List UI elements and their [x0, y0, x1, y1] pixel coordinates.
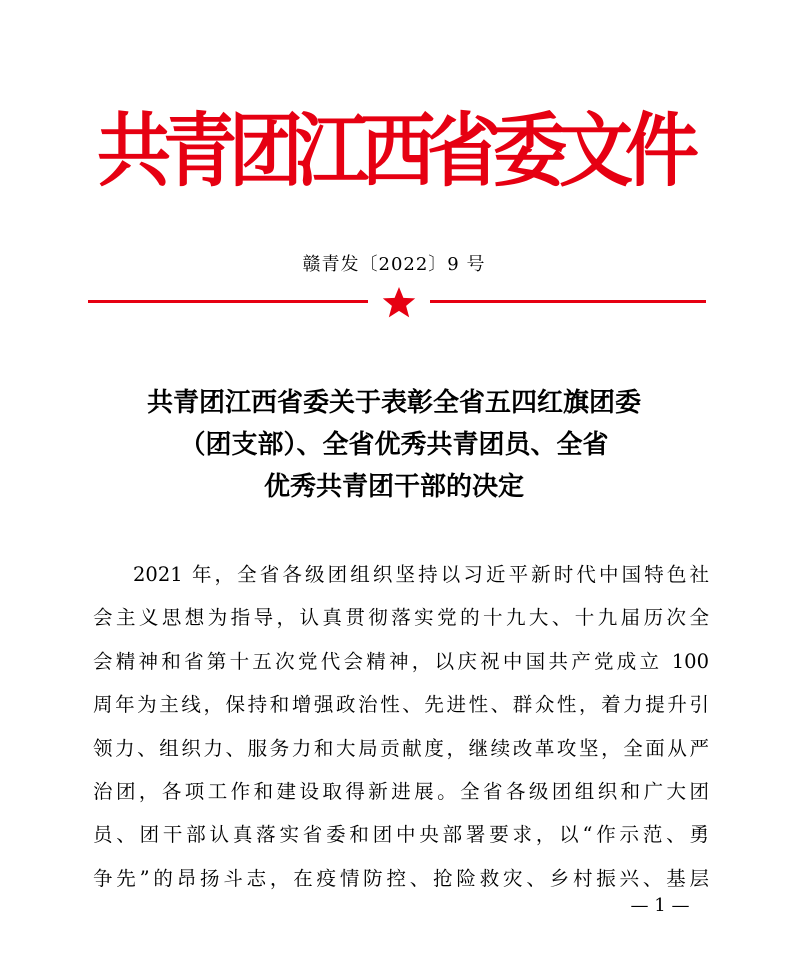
- divider-line-right: [430, 300, 706, 303]
- title-line-1: 共青团江西省委关于表彰全省五四红旗团委: [146, 388, 641, 418]
- star-icon: [383, 287, 415, 317]
- body-line: 2021 年，全省各级团组织坚持以习近平新时代中国特色社: [133, 563, 709, 586]
- body-line: 领力、组织力、服务力和大局贡献度，继续改革攻坚，全面从严: [93, 736, 709, 760]
- page-number: — 1 —: [630, 895, 690, 916]
- document-title: [80, 382, 708, 508]
- red-divider: [88, 284, 706, 324]
- body-line: 会精神和省第十五次党代会精神，以庆祝中国共产党成立 100: [93, 649, 709, 673]
- body-line: 员、团干部认真落实省委和团中央部署要求，以“作示范、勇: [93, 823, 709, 847]
- title-line-2: （团支部）、全省优秀共青团员、全省: [179, 430, 609, 460]
- body-line: 周年为主线，保持和增强政治性、先进性、群众性，着力提升引: [93, 693, 709, 717]
- body-paragraph: [93, 553, 709, 900]
- divider-line-left: [88, 300, 368, 303]
- title-line-3: 优秀共青团干部的决定: [263, 472, 524, 502]
- masthead-title: 共青团江西省委文件: [97, 104, 691, 198]
- body-line: 治团，各项工作和建设取得新进展。全省各级团组织和广大团: [93, 780, 709, 804]
- document-number: 赣青发〔2022〕9 号: [302, 254, 486, 275]
- body-line: 争先”的昂扬斗志，在疫情防控、抢险救灾、乡村振兴、基层: [93, 866, 709, 890]
- body-line: 会主义思想为指导，认真贯彻落实党的十九大、十九届历次全: [93, 606, 709, 630]
